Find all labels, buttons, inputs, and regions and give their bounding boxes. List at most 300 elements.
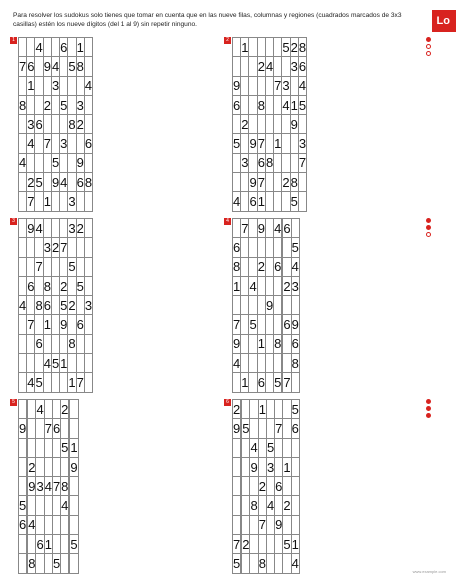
grid-row <box>19 373 93 392</box>
grid-row <box>19 477 79 496</box>
grid-row <box>19 115 93 134</box>
sudoku-cell <box>265 257 273 276</box>
difficulty-dot <box>426 413 431 418</box>
difficulty-indicator <box>426 37 432 58</box>
sudoku-cell <box>19 115 27 134</box>
sudoku-cell <box>84 219 92 238</box>
sudoku-cell: 3 <box>291 276 299 295</box>
sudoku-cell <box>51 38 59 57</box>
sudoku-cell <box>19 257 27 276</box>
sudoku-cell <box>52 496 60 515</box>
sudoku-cell <box>241 257 249 276</box>
sudoku-cell: 5 <box>68 57 76 76</box>
sudoku-cell: 1 <box>27 76 35 95</box>
sudoku-cell: 6 <box>60 38 68 57</box>
sudoku-cell: 1 <box>70 438 78 457</box>
sudoku-cell <box>51 115 59 134</box>
sudoku-cell <box>35 57 43 76</box>
sudoku-cell: 1 <box>258 400 266 419</box>
sudoku-cell <box>19 134 27 153</box>
sudoku-cell: 2 <box>68 296 76 315</box>
sudoku-cell <box>27 153 35 172</box>
sudoku-cell <box>35 153 43 172</box>
sudoku-cell <box>52 515 60 534</box>
sudoku-cell <box>233 296 241 315</box>
sudoku-cell: 1 <box>290 95 298 114</box>
sudoku-cell <box>52 400 60 419</box>
sudoku-cell: 6 <box>291 334 299 353</box>
sudoku-cell: 2 <box>283 496 291 515</box>
grid-row <box>233 496 300 515</box>
sudoku-cell: 5 <box>291 238 299 257</box>
sudoku-grid <box>18 218 93 393</box>
sudoku-cell: 3 <box>68 219 76 238</box>
sudoku-cell <box>19 173 27 192</box>
sudoku-cell <box>84 57 92 76</box>
sudoku-cell: 5 <box>51 354 59 373</box>
sudoku-cell: 3 <box>84 296 92 315</box>
sudoku-cell <box>257 238 265 257</box>
sudoku-cell: 2 <box>257 57 265 76</box>
sudoku-cell <box>291 296 299 315</box>
grid-row <box>19 554 79 573</box>
sudoku-cell <box>84 257 92 276</box>
puzzle-number-badge: 5 <box>10 399 17 406</box>
sudoku-cell <box>274 95 282 114</box>
sudoku-cell: 1 <box>68 373 76 392</box>
grid-row <box>233 334 300 353</box>
grid-row <box>233 192 307 211</box>
sudoku-cell: 2 <box>242 535 250 554</box>
sudoku-cell: 1 <box>44 535 52 554</box>
sudoku-cell <box>249 334 257 353</box>
sudoku-cell: 5 <box>242 419 250 438</box>
sudoku-cell: 4 <box>250 438 258 457</box>
sudoku-cell <box>44 400 52 419</box>
sudoku-cell: 8 <box>43 276 51 295</box>
sudoku-cell: 4 <box>27 134 35 153</box>
grid-row <box>19 419 79 438</box>
sudoku-cell <box>19 192 27 211</box>
sudoku-cell: 3 <box>298 134 306 153</box>
grid-row <box>19 438 79 457</box>
sudoku-cell <box>43 373 51 392</box>
sudoku-cell: 3 <box>68 192 76 211</box>
sudoku-cell <box>60 219 68 238</box>
sudoku-cell <box>275 554 283 573</box>
sudoku-cell <box>265 315 273 334</box>
sudoku-cell: 4 <box>51 57 59 76</box>
sudoku-cell: 4 <box>61 496 69 515</box>
sudoku-cell: 6 <box>274 257 282 276</box>
sudoku-cell <box>291 438 299 457</box>
sudoku-cell <box>241 334 249 353</box>
sudoku-cell: 1 <box>257 334 265 353</box>
sudoku-cell: 2 <box>283 276 291 295</box>
sudoku-cell: 5 <box>52 554 60 573</box>
sudoku-cell <box>51 95 59 114</box>
sudoku-cell <box>51 315 59 334</box>
sudoku-cell: 7 <box>233 315 241 334</box>
sudoku-cell <box>249 95 257 114</box>
grid-row <box>19 296 93 315</box>
instructions-text: Para resolver los sudokus solo tienes que tomar en cuenta que en las nueve filas, columnas y regiones (cuadrados marcados de 3x3 casillas) estén los nueve dígitos (del 1 al 9) sin repetir ninguno. <box>13 12 402 28</box>
sudoku-cell <box>27 95 35 114</box>
sudoku-cell <box>35 95 43 114</box>
sudoku-cell <box>70 496 78 515</box>
sudoku-cell <box>27 257 35 276</box>
sudoku-cell: 6 <box>52 419 60 438</box>
sudoku-cell: 9 <box>233 334 241 353</box>
sudoku-cell: 4 <box>265 57 273 76</box>
grid-row <box>19 173 93 192</box>
sudoku-cell: 7 <box>257 173 265 192</box>
sudoku-cell <box>275 496 283 515</box>
sudoku-cell <box>298 173 306 192</box>
difficulty-dot <box>426 232 431 237</box>
sudoku-cell <box>84 115 92 134</box>
sudoku-grid <box>232 37 307 212</box>
sudoku-cell: 4 <box>60 173 68 192</box>
sudoku-cell <box>250 515 258 534</box>
sudoku-cell <box>68 354 76 373</box>
grid-row <box>233 419 300 438</box>
sudoku-cell: 5 <box>60 296 68 315</box>
sudoku-cell <box>70 419 78 438</box>
sudoku-cell <box>233 373 241 392</box>
sudoku-cell <box>291 496 299 515</box>
sudoku-cell <box>28 400 36 419</box>
sudoku-cell: 9 <box>43 57 51 76</box>
sudoku-cell <box>250 400 258 419</box>
sudoku-cell <box>233 219 241 238</box>
sudoku-cell <box>60 373 68 392</box>
sudoku-cell: 3 <box>43 238 51 257</box>
grid-row <box>233 276 300 295</box>
sudoku-cell <box>265 334 273 353</box>
sudoku-cell: 5 <box>274 373 282 392</box>
sudoku-cell <box>19 219 27 238</box>
grid-row <box>19 334 93 353</box>
sudoku-cell <box>60 257 68 276</box>
sudoku-cell: 9 <box>19 419 27 438</box>
sudoku-cell <box>84 373 92 392</box>
sudoku-grid <box>232 218 300 393</box>
sudoku-cell <box>36 554 44 573</box>
sudoku-cell: 7 <box>35 257 43 276</box>
sudoku-cell <box>68 238 76 257</box>
sudoku-cell: 6 <box>291 419 299 438</box>
sudoku-cell: 9 <box>28 477 36 496</box>
grid-row <box>19 457 79 476</box>
sudoku-cell <box>233 438 241 457</box>
sudoku-cell: 2 <box>61 400 69 419</box>
sudoku-cell <box>61 457 69 476</box>
puzzle-number-badge: 4 <box>224 218 231 225</box>
sudoku-cell: 6 <box>283 315 291 334</box>
grid-row <box>233 38 307 57</box>
sudoku-cell <box>44 457 52 476</box>
sudoku-cell <box>84 38 92 57</box>
sudoku-cell <box>27 354 35 373</box>
sudoku-cell: 2 <box>51 238 59 257</box>
sudoku-cell <box>43 38 51 57</box>
sudoku-cell <box>274 354 282 373</box>
sudoku-cell <box>290 76 298 95</box>
sudoku-cell <box>241 238 249 257</box>
grid-row <box>19 315 93 334</box>
sudoku-cell <box>265 76 273 95</box>
sudoku-cell <box>242 457 250 476</box>
sudoku-cell: 2 <box>27 173 35 192</box>
grid-row <box>19 57 93 76</box>
sudoku-cell <box>265 373 273 392</box>
grid-row <box>233 238 300 257</box>
difficulty-indicator <box>426 218 432 239</box>
sudoku-cell <box>265 38 273 57</box>
sudoku-cell <box>36 457 44 476</box>
sudoku-cell <box>250 419 258 438</box>
grid-row <box>233 134 307 153</box>
sudoku-cell <box>51 192 59 211</box>
sudoku-cell <box>28 496 36 515</box>
sudoku-cell <box>19 334 27 353</box>
sudoku-cell <box>283 354 291 373</box>
sudoku-cell: 6 <box>257 373 265 392</box>
sudoku-cell <box>19 315 27 334</box>
sudoku-cell: 4 <box>233 354 241 373</box>
sudoku-cell: 6 <box>283 219 291 238</box>
sudoku-cell <box>274 276 282 295</box>
sudoku-cell <box>242 400 250 419</box>
grid-row <box>19 257 93 276</box>
sudoku-cell <box>43 334 51 353</box>
sudoku-cell <box>250 535 258 554</box>
sudoku-cell: 3 <box>290 57 298 76</box>
sudoku-cell: 8 <box>61 477 69 496</box>
sudoku-cell <box>265 192 273 211</box>
sudoku-cell: 2 <box>28 457 36 476</box>
grid-row <box>19 354 93 373</box>
sudoku-cell <box>19 76 27 95</box>
grid-row <box>19 134 93 153</box>
difficulty-dot <box>426 37 431 42</box>
sudoku-cell <box>76 257 84 276</box>
sudoku-cell <box>283 419 291 438</box>
sudoku-cell <box>274 153 282 172</box>
sudoku-cell <box>242 496 250 515</box>
sudoku-cell: 6 <box>27 57 35 76</box>
sudoku-cell <box>265 134 273 153</box>
sudoku-cell <box>283 296 291 315</box>
sudoku-cell: 5 <box>290 192 298 211</box>
sudoku-cell: 4 <box>27 373 35 392</box>
grid-row <box>19 192 93 211</box>
sudoku-cell: 8 <box>265 153 273 172</box>
sudoku-cell <box>241 276 249 295</box>
sudoku-cell <box>61 554 69 573</box>
sudoku-cell <box>19 238 27 257</box>
sudoku-cell <box>241 57 249 76</box>
grid-row <box>233 515 300 534</box>
sudoku-cell: 3 <box>241 153 249 172</box>
sudoku-cell <box>19 457 27 476</box>
sudoku-cell: 4 <box>291 554 299 573</box>
sudoku-cell: 1 <box>233 276 241 295</box>
sudoku-cell <box>265 115 273 134</box>
sudoku-cell: 8 <box>258 554 266 573</box>
grid-row <box>233 173 307 192</box>
sudoku-cell <box>52 438 60 457</box>
sudoku-cell <box>84 153 92 172</box>
sudoku-cell <box>76 192 84 211</box>
grid-row <box>233 400 300 419</box>
grid-row <box>19 496 79 515</box>
grid-row <box>19 515 79 534</box>
sudoku-cell <box>291 373 299 392</box>
puzzle-number-badge: 6 <box>224 399 231 406</box>
sudoku-cell <box>43 219 51 238</box>
sudoku-cell <box>27 38 35 57</box>
grid-row <box>233 296 300 315</box>
sudoku-cell <box>250 554 258 573</box>
sudoku-grid <box>18 37 93 212</box>
sudoku-cell <box>27 238 35 257</box>
sudoku-cell <box>282 57 290 76</box>
sudoku-cell <box>266 477 274 496</box>
sudoku-cell: 6 <box>249 192 257 211</box>
puzzle-number-badge: 3 <box>10 218 17 225</box>
sudoku-cell <box>61 515 69 534</box>
sudoku-cell <box>257 296 265 315</box>
sudoku-cell <box>258 419 266 438</box>
grid-row <box>233 57 307 76</box>
sudoku-cell <box>290 153 298 172</box>
sudoku-cell <box>19 373 27 392</box>
sudoku-cell <box>43 76 51 95</box>
sudoku-cell: 2 <box>43 95 51 114</box>
sudoku-cell <box>274 57 282 76</box>
sudoku-cell <box>283 438 291 457</box>
sudoku-grid <box>232 399 300 574</box>
sudoku-cell <box>266 515 274 534</box>
sudoku-cell <box>76 354 84 373</box>
sudoku-cell: 2 <box>60 276 68 295</box>
sudoku-cell <box>76 296 84 315</box>
sudoku-cell: 7 <box>19 57 27 76</box>
sudoku-cell: 4 <box>84 76 92 95</box>
sudoku-cell <box>51 219 59 238</box>
grid-row <box>233 477 300 496</box>
sudoku-cell <box>249 373 257 392</box>
puzzle-number-badge: 2 <box>224 37 231 44</box>
sudoku-cell <box>283 477 291 496</box>
sudoku-cell <box>70 477 78 496</box>
sudoku-cell: 7 <box>298 153 306 172</box>
sudoku-cell: 9 <box>250 457 258 476</box>
sudoku-cell <box>61 535 69 554</box>
sudoku-cell <box>249 57 257 76</box>
sudoku-cell <box>265 238 273 257</box>
sudoku-cell: 1 <box>274 134 282 153</box>
sudoku-cell: 7 <box>52 477 60 496</box>
sudoku-cell: 5 <box>35 173 43 192</box>
sudoku-cell <box>60 57 68 76</box>
sudoku-cell <box>275 400 283 419</box>
sudoku-cell: 8 <box>68 334 76 353</box>
sudoku-cell: 9 <box>290 115 298 134</box>
sudoku-cell <box>35 192 43 211</box>
sudoku-cell <box>249 354 257 373</box>
sudoku-cell: 5 <box>266 438 274 457</box>
puzzle-number-badge: 1 <box>10 37 17 44</box>
sudoku-cell: 8 <box>28 554 36 573</box>
sudoku-cell <box>70 554 78 573</box>
sudoku-cell: 5 <box>61 438 69 457</box>
sudoku-cell <box>249 115 257 134</box>
sudoku-cell <box>241 354 249 373</box>
sudoku-cell: 5 <box>70 535 78 554</box>
sudoku-cell: 5 <box>76 276 84 295</box>
sudoku-cell: 9 <box>291 315 299 334</box>
sudoku-cell <box>258 438 266 457</box>
sudoku-cell <box>250 477 258 496</box>
sudoku-cell <box>28 535 36 554</box>
sudoku-cell <box>257 38 265 57</box>
sudoku-cell <box>19 38 27 57</box>
sudoku-cell: 8 <box>291 354 299 373</box>
sudoku-cell: 7 <box>76 373 84 392</box>
sudoku-cell <box>274 238 282 257</box>
sudoku-cell <box>249 153 257 172</box>
grid-row <box>19 238 93 257</box>
sudoku-cell <box>233 496 241 515</box>
sudoku-cell <box>36 515 44 534</box>
sudoku-cell <box>258 457 266 476</box>
sudoku-cell: 5 <box>283 535 291 554</box>
sudoku-cell <box>68 173 76 192</box>
sudoku-cell: 5 <box>60 95 68 114</box>
sudoku-cell: 3 <box>76 95 84 114</box>
sudoku-cell <box>258 496 266 515</box>
grid-row <box>233 76 307 95</box>
sudoku-cell <box>84 276 92 295</box>
sudoku-cell: 4 <box>43 354 51 373</box>
sudoku-cell <box>60 153 68 172</box>
sudoku-cell <box>84 334 92 353</box>
sudoku-cell <box>266 419 274 438</box>
sudoku-cell: 6 <box>257 153 265 172</box>
sudoku-cell: 3 <box>282 76 290 95</box>
sudoku-cell: 4 <box>249 276 257 295</box>
sudoku-cell <box>265 354 273 373</box>
difficulty-dot <box>426 44 431 49</box>
sudoku-cell <box>44 515 52 534</box>
sudoku-cell: 7 <box>283 373 291 392</box>
sudoku-cell: 4 <box>298 76 306 95</box>
sudoku-cell: 5 <box>68 257 76 276</box>
sudoku-cell: 1 <box>257 192 265 211</box>
sudoku-cell <box>274 192 282 211</box>
sudoku-cell: 6 <box>19 515 27 534</box>
sudoku-cell <box>35 276 43 295</box>
sudoku-cell: 9 <box>27 219 35 238</box>
sudoku-cell <box>274 296 282 315</box>
sudoku-cell <box>274 315 282 334</box>
difficulty-dot <box>426 225 431 230</box>
sudoku-cell <box>233 173 241 192</box>
sudoku-cell <box>68 315 76 334</box>
